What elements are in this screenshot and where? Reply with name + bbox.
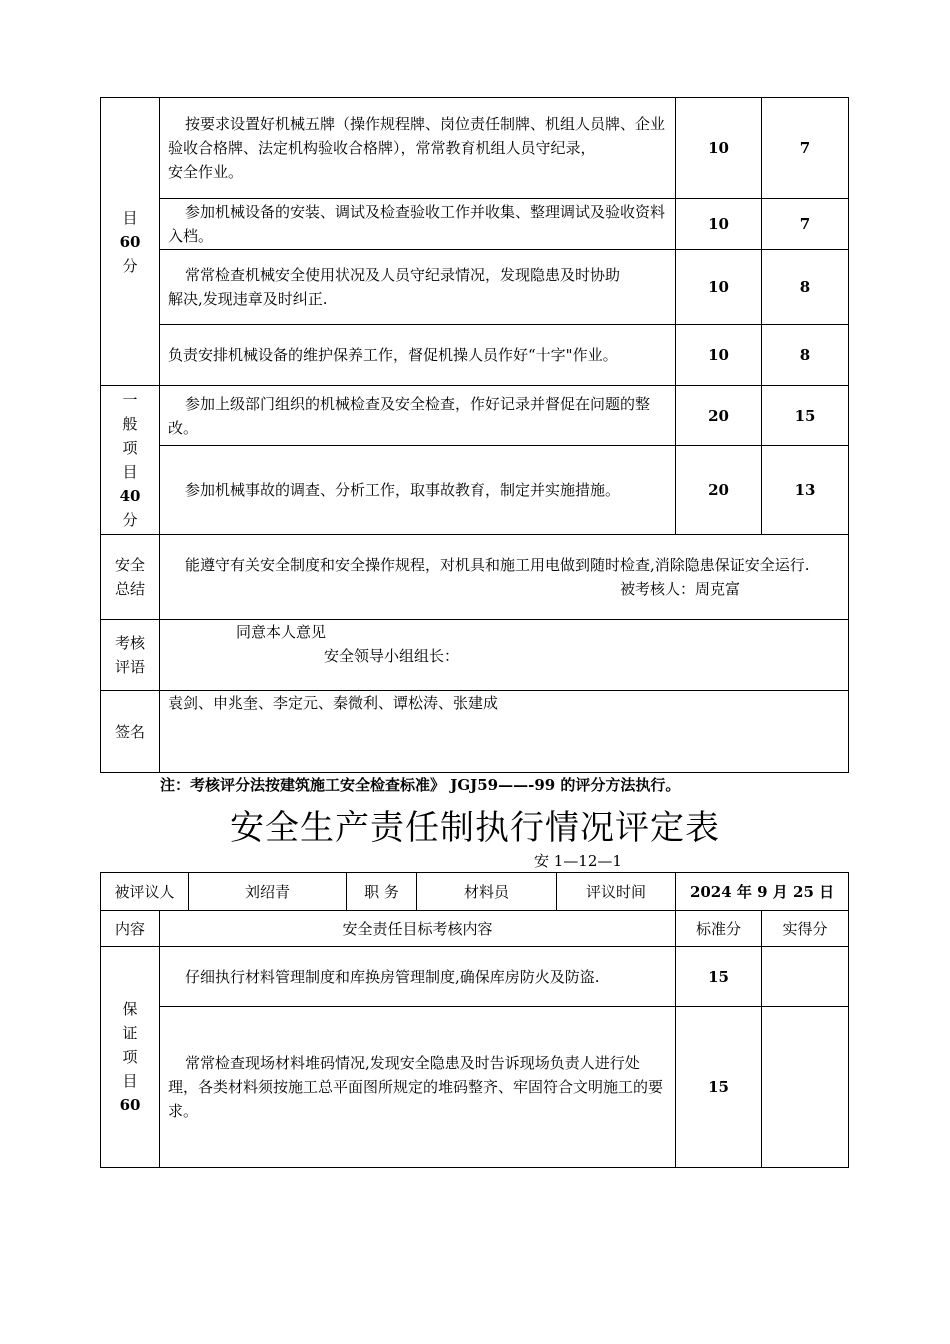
label-line: 考核 bbox=[114, 634, 145, 652]
form-code: 安 1—12—1 bbox=[534, 852, 622, 870]
table-row bbox=[101, 947, 849, 1007]
assessee-name: 被考核人：周克富 bbox=[619, 580, 740, 598]
label-line: 总结 bbox=[114, 580, 145, 598]
item-text-line: 按要求设置好机械五牌（操作规程牌、岗位责任制牌、机组人员牌、企业验收合格牌、法定机构验收合格牌），常常教育机组人员守纪录， bbox=[168, 115, 666, 157]
scoring-note: 注：考核评分法按建筑施工安全检查标准》 JGJ59——-99 的评分方法执行。 bbox=[160, 776, 681, 794]
header-row bbox=[101, 873, 849, 911]
standard-score: 15 bbox=[676, 947, 762, 1007]
table-row bbox=[101, 250, 849, 325]
actual-score: 8 bbox=[762, 325, 849, 386]
actual-score: 7 bbox=[762, 98, 849, 199]
item-text: 仔细执行材料管理制度和库换房管理制度,确保库房防火及防盗. bbox=[160, 947, 676, 1007]
position-label: 职 务 bbox=[347, 873, 417, 911]
item-text: 参加机械事故的调查、分析工作，取事故教育，制定并实施措施。 bbox=[160, 446, 676, 535]
table-row bbox=[101, 535, 849, 620]
table-row bbox=[101, 620, 849, 691]
label-line: 60 bbox=[119, 232, 141, 251]
evaluatee-name: 刘绍青 bbox=[189, 873, 347, 911]
signature-names: 袁剑、申兆奎、李定元、秦微利、谭松涛、张建成 bbox=[160, 691, 849, 773]
item-text-line: 解决,发现违章及时纠正. bbox=[168, 290, 328, 308]
table-row bbox=[101, 386, 849, 446]
table-row bbox=[101, 446, 849, 535]
label-line: 目 bbox=[122, 208, 138, 227]
standard-header: 标准分 bbox=[676, 911, 762, 947]
item-text: 常常检查现场材料堆码情况,发现安全隐患及时告诉现场负责人进行处理，各类材料须按施工总平面图所规定的堆码整齐、牢固符合文明施工的要求。 bbox=[160, 1007, 676, 1168]
evaluation-table bbox=[100, 872, 849, 1168]
standard-score: 10 bbox=[676, 98, 762, 199]
label-line: 分 bbox=[122, 511, 138, 529]
item-text: 负责安排机械设备的维护保养工作，督促机操人员作好“十字"作业。 bbox=[160, 325, 676, 386]
evaluatee-label: 被评议人 bbox=[101, 873, 189, 911]
review-opinion: 同意本人意见 bbox=[236, 623, 327, 641]
item-text-line: 常常检查机械安全使用状况及人员守纪录情况，发现隐患及时协助 bbox=[185, 266, 621, 284]
summary-cell bbox=[160, 535, 849, 620]
standard-score: 10 bbox=[676, 250, 762, 325]
standard-score: 20 bbox=[676, 446, 762, 535]
review-label bbox=[101, 620, 160, 691]
standard-score: 15 bbox=[676, 1007, 762, 1168]
standard-score: 20 bbox=[676, 386, 762, 446]
table-row bbox=[101, 199, 849, 250]
time-label: 评议时间 bbox=[557, 873, 676, 911]
target-header: 安全责任目标考核内容 bbox=[160, 911, 676, 947]
actual-score: 13 bbox=[762, 446, 849, 535]
table-row bbox=[101, 325, 849, 386]
label-line: 项 bbox=[122, 1048, 138, 1066]
guarantee-items-label bbox=[101, 947, 160, 1168]
content-header: 内容 bbox=[101, 911, 160, 947]
label-line: 60 bbox=[119, 1096, 141, 1114]
standard-score: 10 bbox=[676, 325, 762, 386]
label-line: 目 bbox=[122, 1072, 138, 1090]
general-items-label bbox=[101, 386, 160, 535]
actual-score: 7 bbox=[762, 199, 849, 250]
actual-score: 15 bbox=[762, 386, 849, 446]
guarantee-items-label bbox=[101, 98, 160, 386]
signature-label: 签名 bbox=[101, 691, 160, 773]
table-row bbox=[101, 1007, 849, 1168]
label-line: 40 bbox=[119, 487, 141, 505]
table-row bbox=[101, 691, 849, 773]
label-line: 证 bbox=[122, 1024, 138, 1042]
label-line: 项 bbox=[122, 439, 138, 457]
actual-score bbox=[762, 947, 849, 1007]
label-line: 安全 bbox=[114, 556, 145, 574]
assessment-table-continued bbox=[100, 97, 849, 773]
evaluation-date: 2024 年 9 月 25 日 bbox=[676, 873, 849, 911]
actual-score bbox=[762, 1007, 849, 1168]
leader-signature: 安全领导小组组长： bbox=[324, 647, 460, 665]
table-row bbox=[101, 98, 849, 199]
item-text: 参加上级部门组织的机械检查及安全检查，作好记录并督促在问题的整改。 bbox=[160, 386, 676, 446]
page-title: 安全生产责任制执行情况评定表 bbox=[230, 808, 720, 848]
item-text: 参加机械设备的安装、调试及检查验收工作并收集、整理调试及验收资料入档。 bbox=[160, 199, 676, 250]
item-text bbox=[160, 250, 676, 325]
standard-score: 10 bbox=[676, 199, 762, 250]
label-line: 保 bbox=[122, 1000, 138, 1018]
label-line: 目 bbox=[122, 463, 138, 481]
actual-score: 8 bbox=[762, 250, 849, 325]
label-line: 般 bbox=[122, 415, 138, 433]
score-header: 实得分 bbox=[762, 911, 849, 947]
summary-label bbox=[101, 535, 160, 620]
column-header-row bbox=[101, 911, 849, 947]
review-cell bbox=[160, 620, 849, 691]
item-text-line: 安全作业。 bbox=[168, 163, 244, 181]
item-text bbox=[160, 98, 676, 199]
position-value: 材料员 bbox=[417, 873, 557, 911]
label-line: 一 bbox=[122, 391, 138, 409]
label-line: 分 bbox=[122, 256, 138, 275]
summary-text: 能遵守有关安全制度和安全操作规程，对机具和施工用电做到随时检查,消除隐患保证安全运行. bbox=[185, 556, 810, 574]
label-line: 评语 bbox=[114, 658, 145, 676]
